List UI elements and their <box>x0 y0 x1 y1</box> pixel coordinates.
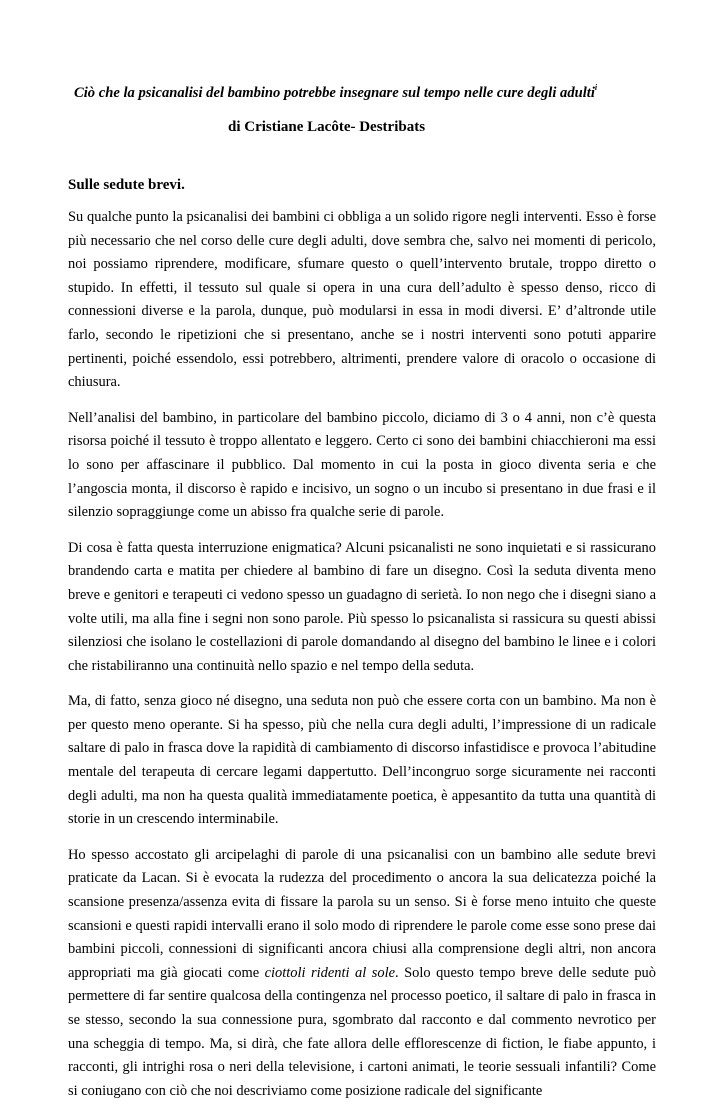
paragraph: Nell’analisi del bambino, in particolare del bambino piccolo, diciamo di 3 o 4 anni, non c’è questa risorsa poiché il tessuto è troppo allentato e leggero. Certo ci sono dei bambini chiacchieroni ma essi lo sono per affascinare il pubblico. Dal momento in cui la posta in gioco diventa seria e che l’angoscia monta, il discorso è rapido e incisivo, un sogno o un incubo si presentano in due frasi e il silenzio sopraggiunge come un abisso fra qualche serie di parole. <box>68 409 656 521</box>
document-title <box>74 84 694 102</box>
title-text: Ciò che la psicanalisi del bambino potrebbe insegnare sul tempo nelle cure degli adulti <box>74 84 595 101</box>
paragraph: Su qualche punto la psicanalisi dei bambini ci obbliga a un solido rigore negli interventi. Esso è forse più necessario che nel corso delle cure degli adulti, dove sembra che, salvo nei momenti di pericolo, noi possiamo riprendere, modificare, sfumare questo o quell’intervento brutale, troppo diretto o stupido. In effetti, il tessuto sul quale si opera in una cura dell’adulto è spesso denso, ricco di connessioni diverse e la parola, dunque, può modularsi in essa in modi diversi. E’ d’altronde utile farlo, secondo le ripetizioni che si presentano, anche se i nostri interventi sono potuti apparire pertinenti, poiché essendolo, essi potrebbero, altrimenti, prendere valore di oracolo o occasione di chiusura. <box>68 209 656 391</box>
paragraph: Di cosa è fatta questa interruzione enigmatica? Alcuni psicanalisti ne sono inquietati e si rassicurano brandendo carta e matita per chiedere al bambino di fare un disegno. Così la seduta diventa meno breve e genitori e terapeuti ci vedono spesso un guadagno di serietà. Io non nego che i disegni siano a volte utili, ma alla fine i segni non sono parole. Più spesso lo psicanalista si rassicura su questi abissi silenziosi che isolano le costellazioni di parole domandando al disegno del bambino le linee e i colori che ristabiliranno una continuità nello spazio e nel tempo della seduta. <box>68 539 656 674</box>
paragraph <box>68 844 656 1104</box>
paragraph: Ma, di fatto, senza gioco né disegno, una seduta non può che essere corta con un bambino. Ma non è per questo meno operante. Si ha spesso, più che nella cura degli adulti, l’impressione di un radicale saltare di palo in frasca dove la rapidità di cambiamento di discorso infastidisce e provoca l’abitudine mentale del terapeuta di cercare legami dappertutto. Dell’incongruo sorge sicuramente nei racconti degli adulti, ma non ha questa qualità immediatamente poetica, è appesantito da tutta una quantità di storie in un crescendo interminabile. <box>68 693 656 828</box>
body-text <box>68 206 656 1115</box>
paragraph-text: . Solo questo tempo breve delle sedute può permettere di far sentire qualcosa della contingenza nel processo poetico, il saltare di palo in frasca in se stesso, secondo la sua connessione pura, sgombrato dal racconto e dal commento nevrotico per una scheggia di tempo. Ma, si dirà, che fate allora delle efflorescenze di fiction, le fiabe appunto, i racconti, gli intrighi rosa o neri della televisione, i cartoni animati, le teorie sessuali infantili? Come si coniugano con ciò che noi descriviamo come posizione radicale del significante <box>68 964 656 1099</box>
section-heading: Sulle sedute brevi. <box>68 177 185 193</box>
paragraph-text: Ho spesso accostato gli arcipelaghi di parole di una psicanalisi con un bambino alle sedute brevi praticate da Lacan. Si è evocata la rudezza del procedimento o ancora la sua delicatezza poiché la scansione presenza/assenza evita di fissare la parola su un senso. Si è forse meno intuito che queste scansioni e questi rapidi intervalli erano il solo modo di riprendere le parole come esse sono prese dai bambini piccoli, connessioni di significanti ancora chiusi alla comprensione degli altri, non ancora appropriati ma già giocati come <box>68 846 656 981</box>
italic-quote: ciottoli ridenti al sole <box>264 964 396 981</box>
title-footnote-mark[interactable]: i <box>594 83 598 92</box>
author-line: di Cristiane Lacôte- Destribats <box>228 119 426 135</box>
